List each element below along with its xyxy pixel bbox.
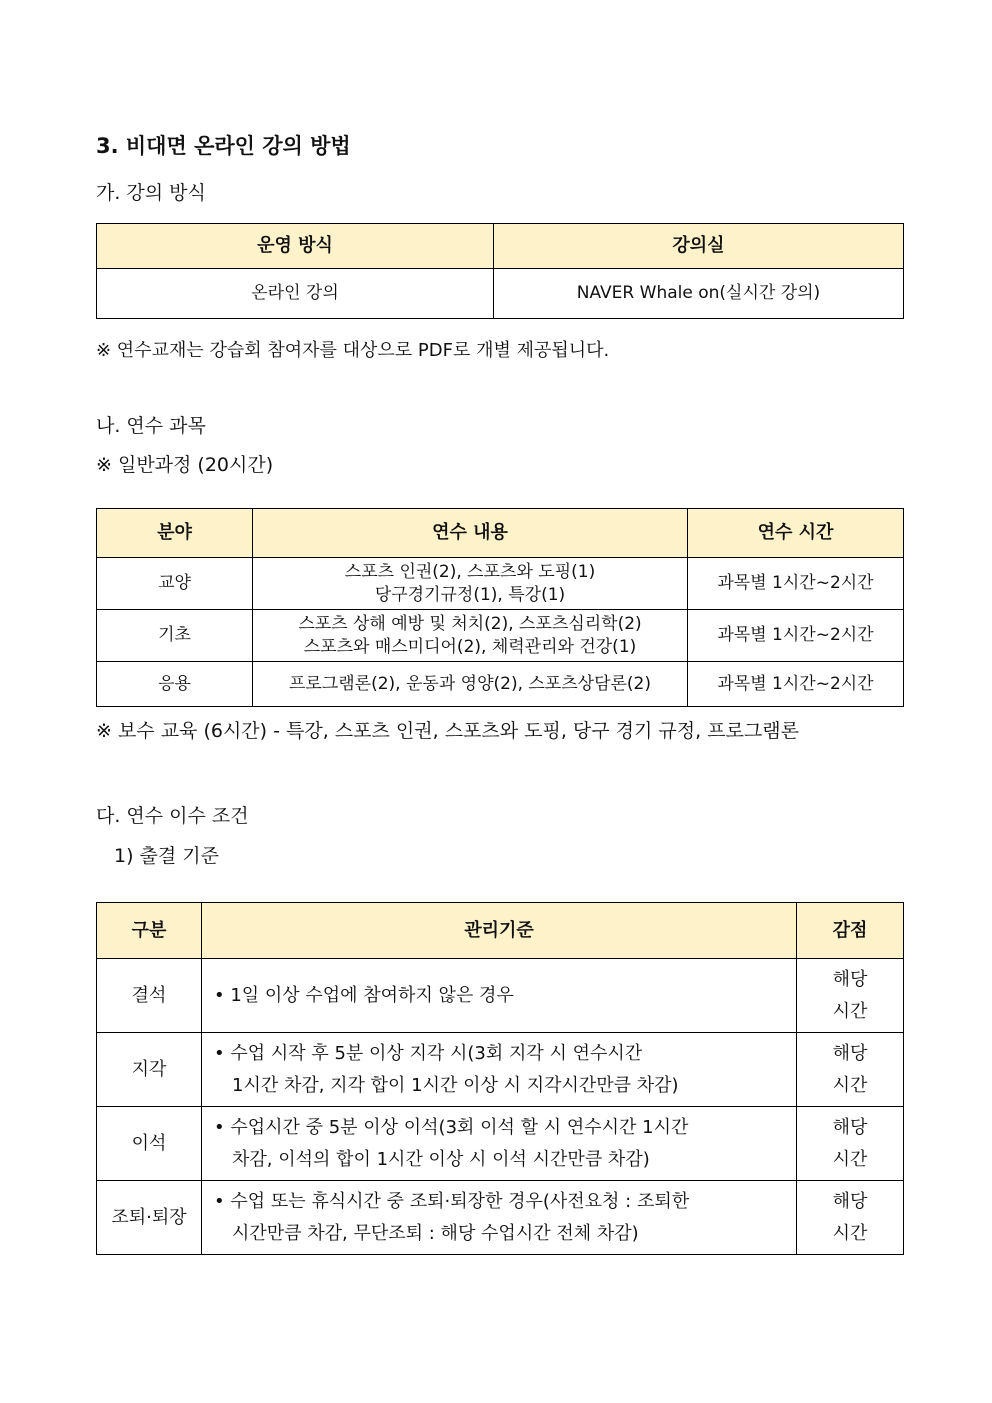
table-row	[97, 558, 904, 610]
field-cell: 응용	[97, 662, 253, 707]
table-row	[97, 1033, 904, 1107]
courses-table	[96, 508, 904, 707]
table-row	[97, 610, 904, 662]
type-cell: 이석	[97, 1107, 202, 1181]
table-row	[97, 959, 904, 1033]
header-operation: 운영 방식	[97, 224, 494, 269]
content-cell: 프로그램론(2), 운동과 영양(2), 스포츠상담론(2)	[253, 662, 688, 707]
criteria-cell	[202, 1181, 797, 1255]
criteria-cell	[202, 1107, 797, 1181]
content-line: 스포츠와 매스미디어(2), 체력관리와 건강(1)	[303, 636, 637, 657]
content-line: 스포츠 상해 예방 및 처치(2), 스포츠심리학(2)	[298, 614, 642, 635]
table-row	[97, 662, 904, 707]
penalty-line: 해당	[832, 1116, 868, 1138]
header-field: 분야	[97, 509, 253, 558]
penalty-line: 시간	[832, 1222, 868, 1244]
content-line: 스포츠 인권(2), 스포츠와 도핑(1)	[344, 562, 596, 583]
header-classroom: 강의실	[494, 224, 904, 269]
penalty-cell	[797, 1107, 904, 1181]
criteria-line: • 수업 또는 휴식시간 중 조퇴·퇴장한 경우(사전요청 : 조퇴한	[214, 1190, 690, 1212]
content-cell	[253, 558, 688, 610]
time-cell: 과목별 1시간~2시간	[688, 558, 904, 610]
penalty-cell	[797, 959, 904, 1033]
content-cell	[253, 610, 688, 662]
section-b-title: 나. 연수 과목	[96, 415, 206, 437]
page-title: 3. 비대면 온라인 강의 방법	[96, 134, 351, 158]
criteria-line: • 1일 이상 수업에 참여하지 않은 경우	[214, 984, 514, 1006]
type-cell: 결석	[97, 959, 202, 1033]
header-penalty: 감점	[797, 903, 904, 959]
penalty-line: 해당	[832, 1042, 868, 1064]
criteria-cell	[202, 959, 797, 1033]
refresher-note: ※ 보수 교육 (6시간) - 특강, 스포츠 인권, 스포츠와 도핑, 당구 경기 규정, 프로그램론	[96, 720, 799, 742]
section-b-subtitle: ※ 일반과정 (20시간)	[96, 454, 274, 476]
criteria-line: 시간만큼 차감, 무단조퇴 : 해당 수업시간 전체 차감)	[232, 1222, 639, 1244]
penalty-line: 시간	[832, 1000, 868, 1022]
section-c-subtitle: 1) 출결 기준	[114, 845, 219, 867]
section-a-title: 가. 강의 방식	[96, 182, 206, 204]
section-c-title: 다. 연수 이수 조건	[96, 805, 249, 827]
header-content: 연수 내용	[253, 509, 688, 558]
table-row	[97, 1107, 904, 1181]
penalty-line: 해당	[832, 968, 868, 990]
content-line: 당구경기규정(1), 특강(1)	[374, 584, 566, 605]
criteria-line: • 수업 시작 후 5분 이상 지각 시(3회 지각 시 연수시간	[214, 1042, 643, 1064]
time-cell: 과목별 1시간~2시간	[688, 610, 904, 662]
criteria-cell	[202, 1033, 797, 1107]
penalty-cell	[797, 1033, 904, 1107]
type-cell: 조퇴·퇴장	[97, 1181, 202, 1255]
delivery-method-table	[96, 223, 904, 319]
time-cell: 과목별 1시간~2시간	[688, 662, 904, 707]
header-time: 연수 시간	[688, 509, 904, 558]
criteria-line: • 수업시간 중 5분 이상 이석(3회 이석 할 시 연수시간 1시간	[214, 1116, 689, 1138]
field-cell: 교양	[97, 558, 253, 610]
attendance-table	[96, 902, 904, 1255]
header-type: 구분	[97, 903, 202, 959]
field-cell: 기초	[97, 610, 253, 662]
criteria-line: 차감, 이석의 합이 1시간 이상 시 이석 시간만큼 차감)	[232, 1148, 650, 1170]
penalty-line: 해당	[832, 1190, 868, 1212]
penalty-line: 시간	[832, 1074, 868, 1096]
type-cell: 지각	[97, 1033, 202, 1107]
material-note: ※ 연수교재는 강습회 참여자를 대상으로 PDF로 개별 제공됩니다.	[96, 340, 610, 361]
cell-operation: 온라인 강의	[97, 269, 494, 319]
cell-classroom: NAVER Whale on(실시간 강의)	[494, 269, 904, 319]
penalty-cell	[797, 1181, 904, 1255]
penalty-line: 시간	[832, 1148, 868, 1170]
header-criteria: 관리기준	[202, 903, 797, 959]
criteria-line: 1시간 차감, 지각 합이 1시간 이상 시 지각시간만큼 차감)	[232, 1074, 679, 1096]
table-row	[97, 1181, 904, 1255]
